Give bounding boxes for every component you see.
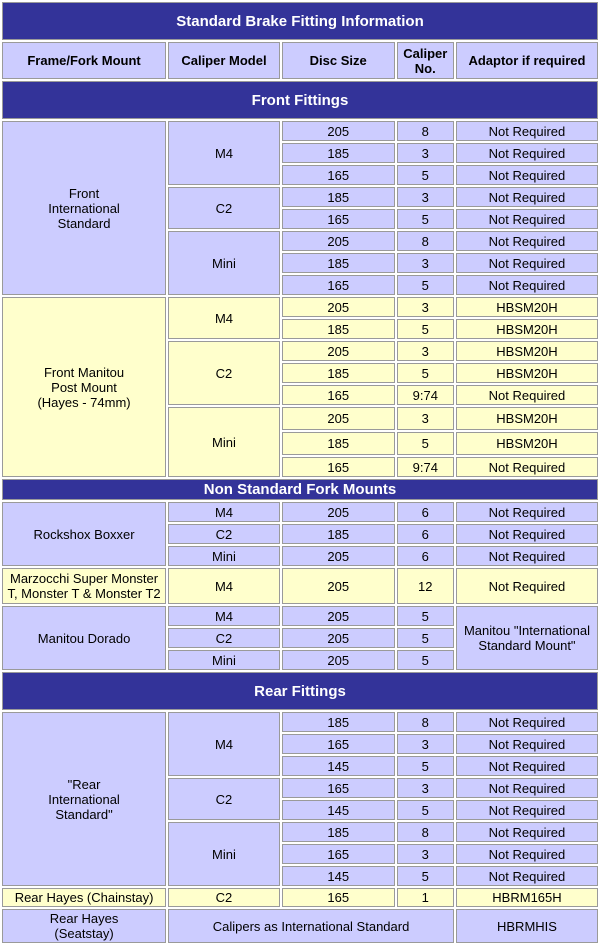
adaptor-cell: Not Required [456,253,598,273]
disc-size-cell: 205 [282,297,395,317]
mount-front-manitou-post-mount: Front Manitou Post Mount (Hayes - 74mm) [2,297,166,477]
caliper-no-cell: 5 [397,275,454,295]
caliper-model-cell: Mini [168,407,280,477]
disc-size-cell: 205 [282,502,395,522]
caliper-no-cell: 3 [397,297,454,317]
disc-size-cell: 185 [282,524,395,544]
caliper-no-cell: 6 [397,546,454,566]
mount-rear-hayes-seatstay: Rear Hayes (Seatstay) [2,909,166,943]
caliper-no-cell: 5 [397,363,454,383]
caliper-model-cell: Mini [168,546,280,566]
mount-rear-hayes-chainstay: Rear Hayes (Chainstay) [2,888,166,907]
caliper-no-cell: 5 [397,319,454,339]
caliper-model-cell: Mini [168,822,280,886]
caliper-model-cell: M4 [168,606,280,626]
adaptor-cell: Not Required [456,712,598,732]
adaptor-cell: Not Required [456,778,598,798]
caliper-no-cell: 3 [397,143,454,163]
header-adaptor: Adaptor if required [456,42,598,79]
caliper-no-cell: 5 [397,650,454,670]
disc-size-cell: 205 [282,606,395,626]
disc-size-cell: 205 [282,231,395,251]
caliper-no-cell: 8 [397,822,454,842]
caliper-model-cell: C2 [168,341,280,405]
caliper-no-cell: 5 [397,209,454,229]
adaptor-cell: Not Required [456,231,598,251]
adaptor-cell: HBRMHIS [456,909,598,943]
disc-size-cell: 185 [282,822,395,842]
caliper-model-cell: M4 [168,568,280,604]
mount-front-international-standard: Front International Standard [2,121,166,295]
adaptor-cell: Not Required [456,756,598,776]
caliper-no-cell: 5 [397,756,454,776]
caliper-model-cell: C2 [168,778,280,820]
calipers-as-international-standard-note: Calipers as International Standard [168,909,454,943]
adaptor-cell: HBSM20H [456,407,598,430]
section-rear-fittings: Rear Fittings [2,672,598,710]
disc-size-cell: 185 [282,187,395,207]
adaptor-cell: Not Required [456,143,598,163]
caliper-no-cell: 5 [397,432,454,455]
disc-size-cell: 185 [282,143,395,163]
caliper-model-cell: M4 [168,502,280,522]
disc-size-cell: 165 [282,165,395,185]
caliper-no-cell: 3 [397,734,454,754]
header-caliper-model: Caliper Model [168,42,280,79]
caliper-model-cell: C2 [168,628,280,648]
adaptor-cell: Not Required [456,457,598,477]
disc-size-cell: 205 [282,121,395,141]
caliper-model-cell: C2 [168,888,280,907]
adaptor-cell: Not Required [456,165,598,185]
caliper-no-cell: 5 [397,165,454,185]
mount-rockshox-boxxer: Rockshox Boxxer [2,502,166,566]
disc-size-cell: 205 [282,568,395,604]
caliper-no-cell: 5 [397,866,454,886]
caliper-model-cell: M4 [168,121,280,185]
adaptor-cell: Not Required [456,385,598,405]
adaptor-cell: Not Required [456,546,598,566]
adaptor-cell: Not Required [456,866,598,886]
section-front-fittings: Front Fittings [2,81,598,119]
caliper-no-cell: 3 [397,844,454,864]
disc-size-cell: 165 [282,275,395,295]
disc-size-cell: 165 [282,844,395,864]
caliper-no-cell: 5 [397,606,454,626]
adaptor-cell: HBSM20H [456,363,598,383]
mount-marzocchi-monster: Marzocchi Super Monster T, Monster T & Monster T2 [2,568,166,604]
adaptor-cell: HBSM20H [456,432,598,455]
disc-size-cell: 205 [282,341,395,361]
disc-size-cell: 165 [282,778,395,798]
disc-size-cell: 205 [282,628,395,648]
adaptor-cell: Not Required [456,734,598,754]
disc-size-cell: 165 [282,209,395,229]
section-non-standard-fork-mounts: Non Standard Fork Mounts [2,479,598,500]
disc-size-cell: 145 [282,756,395,776]
mount-rear-international-standard: "Rear International Standard" [2,712,166,886]
disc-size-cell: 185 [282,363,395,383]
caliper-model-cell: C2 [168,187,280,229]
caliper-no-cell: 8 [397,712,454,732]
adaptor-cell: HBRM165H [456,888,598,907]
disc-size-cell: 145 [282,866,395,886]
disc-size-cell: 165 [282,888,395,907]
caliper-model-cell: C2 [168,524,280,544]
adaptor-cell: Not Required [456,844,598,864]
caliper-model-cell: M4 [168,297,280,339]
disc-size-cell: 185 [282,712,395,732]
caliper-no-cell: 3 [397,187,454,207]
adaptor-cell: HBSM20H [456,341,598,361]
adaptor-cell: HBSM20H [456,319,598,339]
caliper-model-cell: Mini [168,650,280,670]
caliper-no-cell: 9:74 [397,385,454,405]
caliper-model-cell: Mini [168,231,280,295]
disc-size-cell: 205 [282,546,395,566]
caliper-no-cell: 5 [397,628,454,648]
adaptor-cell: Not Required [456,275,598,295]
adaptor-cell: HBSM20H [456,297,598,317]
caliper-no-cell: 8 [397,231,454,251]
caliper-no-cell: 8 [397,121,454,141]
adaptor-cell: Not Required [456,502,598,522]
disc-size-cell: 165 [282,734,395,754]
adaptor-cell: Not Required [456,568,598,604]
header-disc-size: Disc Size [282,42,395,79]
disc-size-cell: 205 [282,407,395,430]
disc-size-cell: 205 [282,650,395,670]
adaptor-cell: Not Required [456,187,598,207]
adaptor-cell: Not Required [456,822,598,842]
caliper-no-cell: 5 [397,800,454,820]
header-frame-fork-mount: Frame/Fork Mount [2,42,166,79]
caliper-no-cell: 6 [397,524,454,544]
disc-size-cell: 185 [282,253,395,273]
caliper-no-cell: 3 [397,253,454,273]
caliper-no-cell: 6 [397,502,454,522]
adaptor-cell: Not Required [456,209,598,229]
caliper-no-cell: 1 [397,888,454,907]
disc-size-cell: 185 [282,319,395,339]
adaptor-cell: Not Required [456,800,598,820]
caliper-model-cell: M4 [168,712,280,776]
disc-size-cell: 145 [282,800,395,820]
caliper-no-cell: 3 [397,778,454,798]
mount-manitou-dorado: Manitou Dorado [2,606,166,670]
header-caliper-no: Caliper No. [397,42,454,79]
disc-size-cell: 185 [282,432,395,455]
table-title: Standard Brake Fitting Information [2,2,598,40]
caliper-no-cell: 12 [397,568,454,604]
adaptor-cell: Not Required [456,524,598,544]
caliper-no-cell: 9:74 [397,457,454,477]
disc-size-cell: 165 [282,457,395,477]
caliper-no-cell: 3 [397,407,454,430]
adaptor-cell: Not Required [456,121,598,141]
disc-size-cell: 165 [282,385,395,405]
adaptor-manitou-international-standard-mount: Manitou "International Standard Mount" [456,606,598,670]
caliper-no-cell: 3 [397,341,454,361]
